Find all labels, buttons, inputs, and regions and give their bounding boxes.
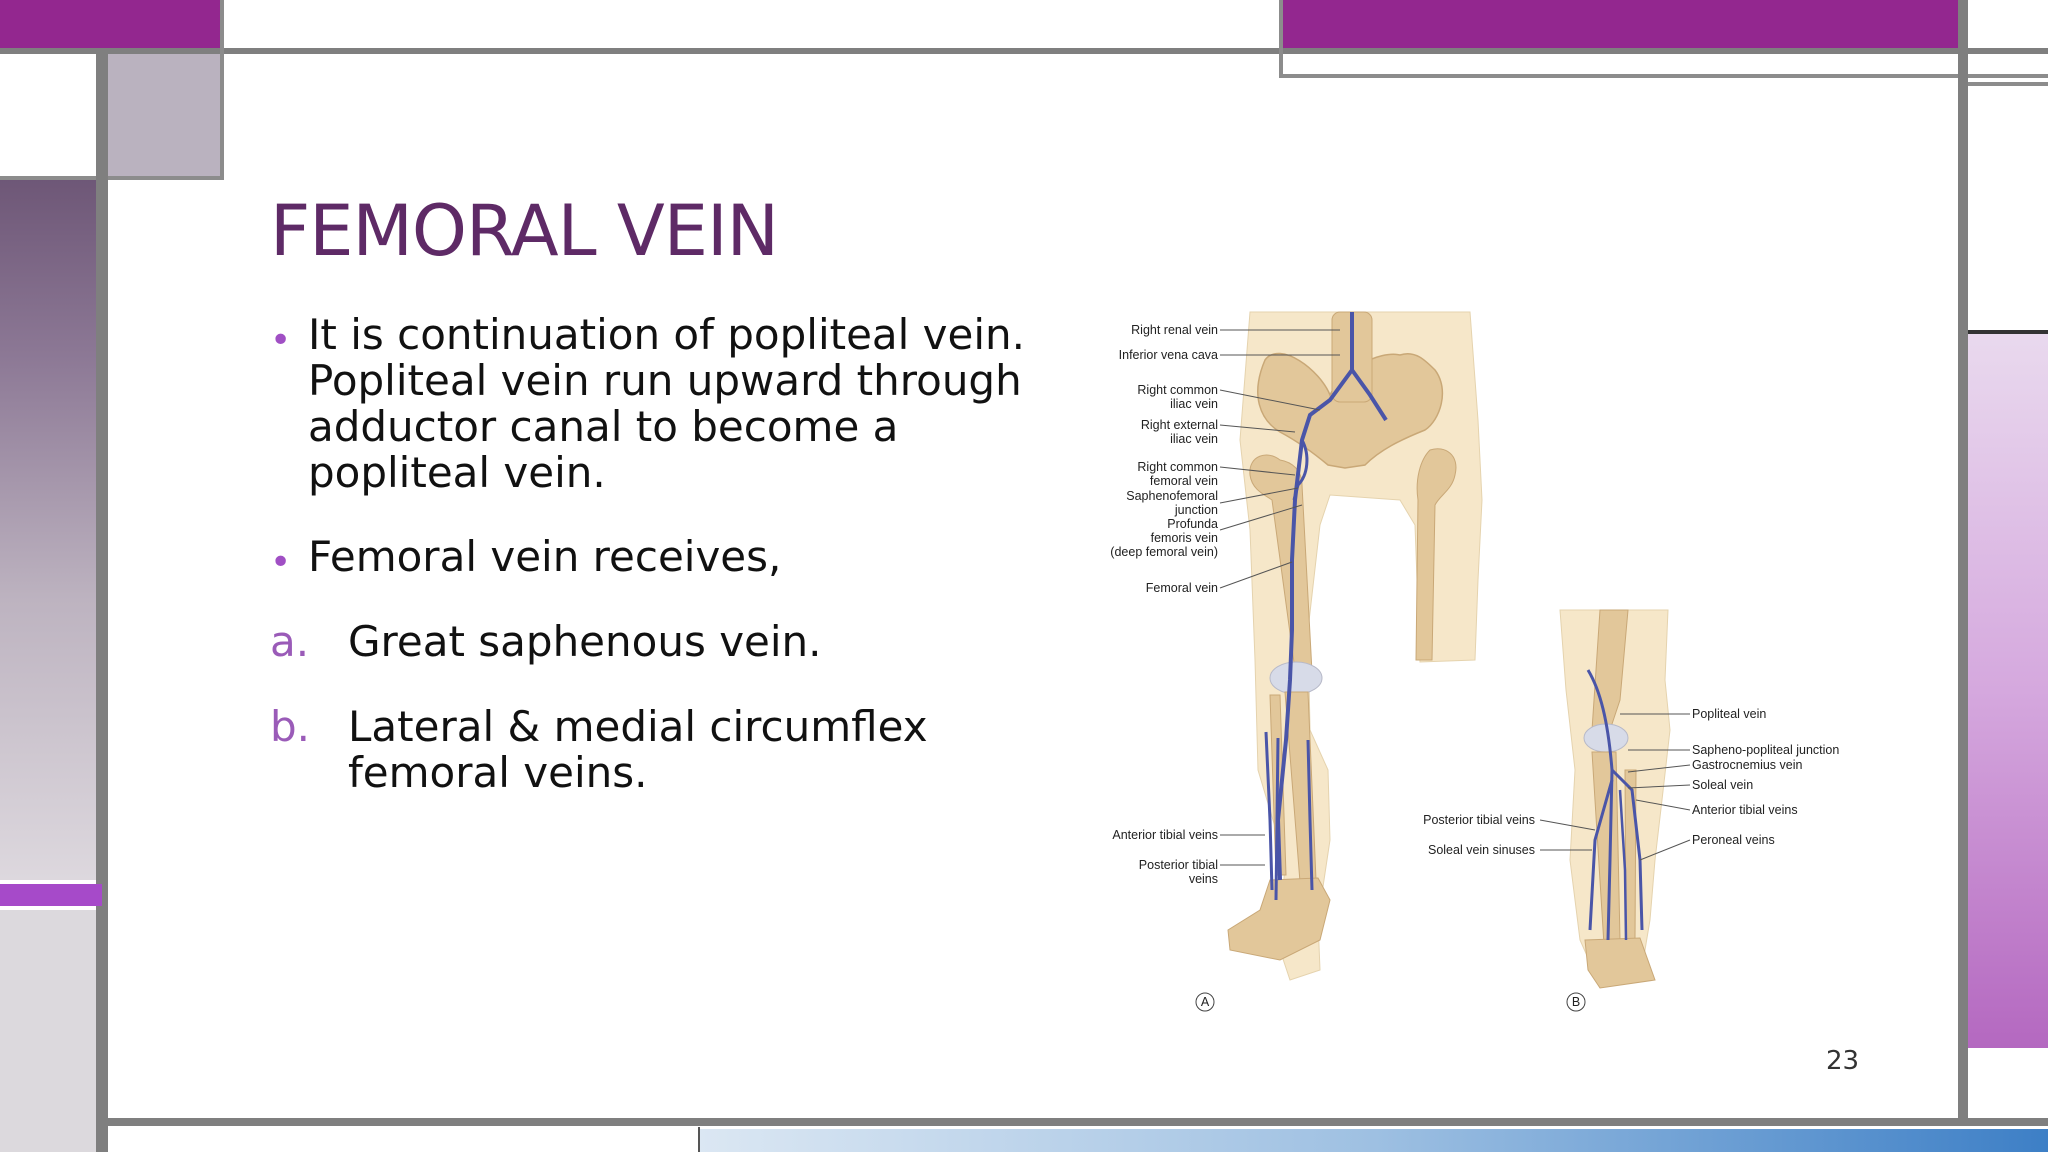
label: iliac vein xyxy=(1170,432,1218,446)
left-gradient-strip xyxy=(0,180,96,880)
label: Right external xyxy=(1140,418,1218,432)
bottom-rule xyxy=(96,1118,2048,1126)
label: femoris vein xyxy=(1150,531,1218,545)
right-upper-rule xyxy=(1968,82,2048,86)
label: Posterior tibial xyxy=(1138,858,1218,872)
label: Saphenofemoral xyxy=(1126,489,1218,503)
line: Popliteal vein run upward through xyxy=(308,356,1022,405)
list-item xyxy=(348,704,928,796)
panel-b-illustration xyxy=(1560,610,1670,988)
right-vertical-rule xyxy=(1958,0,1968,1125)
right-gradient-strip xyxy=(1968,334,2048,1048)
line: popliteal vein. xyxy=(308,448,606,497)
top-right-rule-lower xyxy=(1280,74,2048,78)
gray-square xyxy=(108,54,220,178)
label: Inferior vena cava xyxy=(1118,348,1218,362)
bullet-item xyxy=(308,312,1025,496)
label: femoral vein xyxy=(1149,474,1218,488)
top-right-rule-vert xyxy=(1279,0,1283,78)
top-left-purple-block xyxy=(0,0,220,48)
label: Anterior tibial veins xyxy=(1692,803,1798,817)
label: Right common xyxy=(1137,383,1218,397)
list-marker: b. xyxy=(270,702,311,751)
label: iliac vein xyxy=(1170,397,1218,411)
left-vertical-rule xyxy=(96,48,108,1152)
label: Femoral vein xyxy=(1145,581,1218,595)
line: Femoral vein receives, xyxy=(308,532,782,581)
left-purple-band xyxy=(0,884,102,906)
label: junction xyxy=(1174,503,1218,517)
bottom-blue-gradient xyxy=(700,1129,2048,1152)
line: Great saphenous vein. xyxy=(348,617,822,666)
top-rule xyxy=(0,48,2048,54)
slide-title: FEMORAL VEIN xyxy=(270,190,779,272)
list-item xyxy=(348,619,822,665)
list-marker: a. xyxy=(270,617,310,666)
label: Posterior tibial veins xyxy=(1423,813,1535,827)
panel-markers xyxy=(1196,993,1585,1011)
label: Anterior tibial veins xyxy=(1112,828,1218,842)
bullet-dot: • xyxy=(270,542,292,583)
line: It is continuation of popliteal vein. xyxy=(308,310,1026,359)
label: Popliteal vein xyxy=(1692,707,1767,721)
page-number: 23 xyxy=(1826,1046,1860,1076)
label: Right common xyxy=(1137,460,1218,474)
panel-b-marker: B xyxy=(1571,995,1581,1009)
line: femoral veins. xyxy=(348,748,648,797)
label: Profunda xyxy=(1167,517,1218,531)
label: veins xyxy=(1188,872,1218,886)
label: Soleal vein xyxy=(1692,778,1754,792)
bottom-blue-edge xyxy=(698,1127,700,1152)
label: Soleal vein sinuses xyxy=(1427,843,1535,857)
labels-panel-a xyxy=(1110,323,1218,886)
top-right-purple-block xyxy=(1282,0,1960,48)
panel-a-illustration xyxy=(1228,312,1482,980)
label: (deep femoral vein) xyxy=(1110,545,1218,559)
bullet-item xyxy=(308,534,781,580)
panel-a-marker: A xyxy=(1200,995,1210,1009)
label: Right renal vein xyxy=(1131,323,1218,337)
line: Lateral & medial circumflex xyxy=(348,702,928,751)
bullet-dot: • xyxy=(270,320,292,361)
venous-anatomy-figure xyxy=(1080,300,1880,1020)
label: Sapheno-popliteal junction xyxy=(1692,743,1840,757)
line: adductor canal to become a xyxy=(308,402,899,451)
label: Gastrocnemius vein xyxy=(1692,758,1803,772)
top-left-vert-line xyxy=(220,0,224,180)
left-lower-strip xyxy=(0,910,96,1152)
label: Peroneal veins xyxy=(1692,833,1775,847)
